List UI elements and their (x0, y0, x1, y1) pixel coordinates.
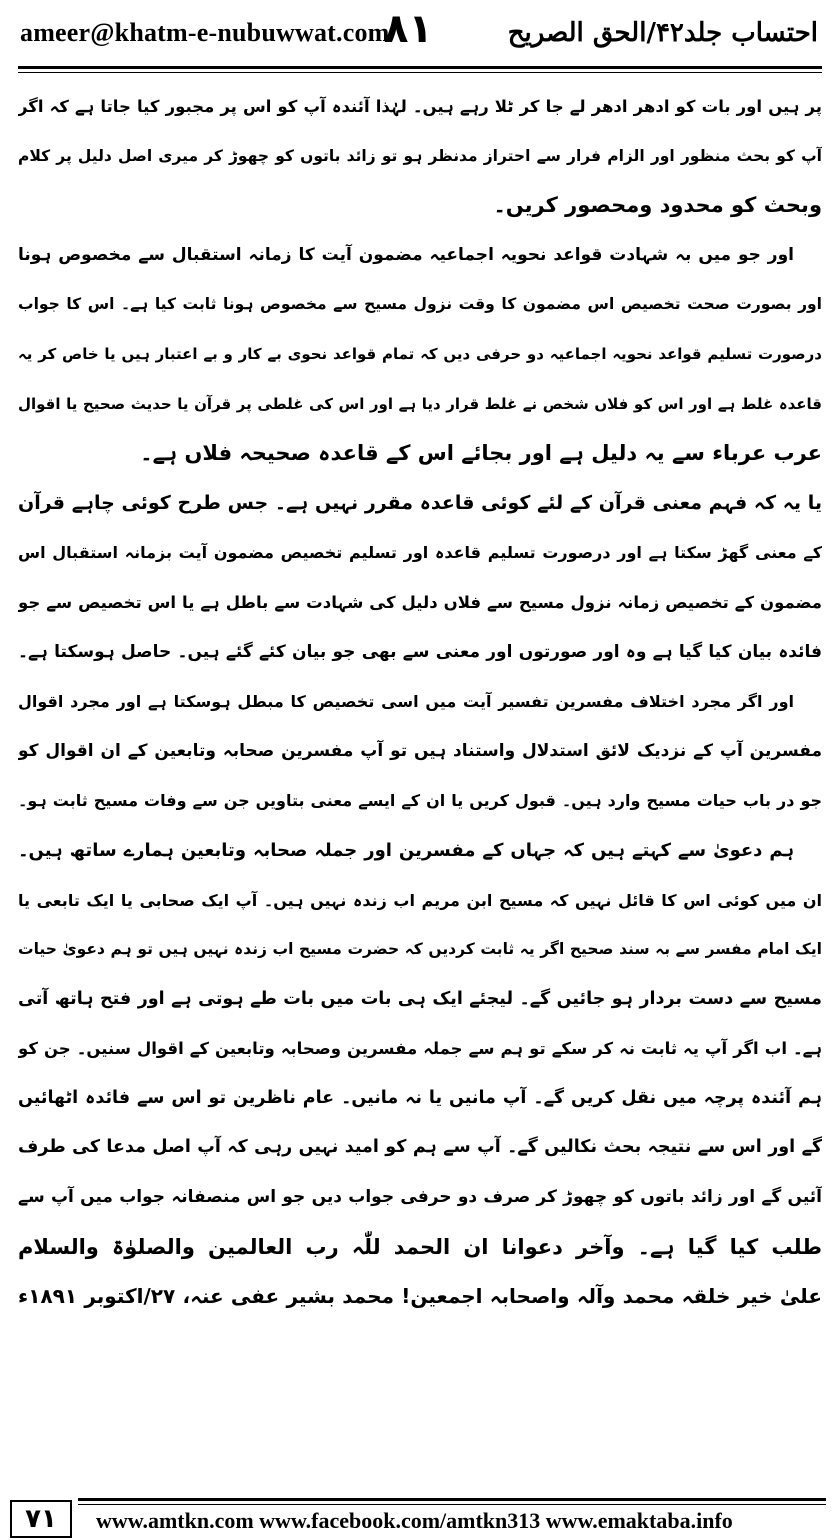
text-line: گے اور اس سے نتیجہ بحث نکالیں گے۔ آپ سے ہم کو امید نہیں رہی کہ آپ اصل مدعا کی طرف (18, 1137, 822, 1158)
page-header (0, 0, 840, 72)
text-line: آپ کو بحث منظور اور الزام فرار سے احتراز مدنظر ہو تو زائد باتوں کو چھوڑ کر میری اصل دلیل پر کلام (18, 146, 822, 165)
text-line: ہم آئندہ پرچہ میں نقل کریں گے۔ آپ مانیں یا نہ مانیں۔ عام ناظرین تو اس سے فائدہ اٹھائیں (18, 1087, 822, 1108)
text-line: اور اگر مجرد اختلاف مفسرین تفسیر آیت میں اسی تخصیص کا مبطل ہوسکتا ہے اور مجرد اقوال (18, 692, 794, 712)
text-line: یا یہ کہ فہم معنی قرآن کے لئے کوئی قاعدہ مقرر نہیں ہے۔ جس طرح کوئی چاہے قرآن (18, 491, 822, 514)
text-line: کے معنی گھڑ سکتا ہے اور درصورت تسلیم قاعدہ اور تسلیم تخصیص مضمون آیت بزمانہ استقبال اس (18, 543, 822, 563)
footer-rule-thin (78, 1504, 826, 1505)
text-line: وبحث کو محدود ومحصور کریں۔ (493, 193, 822, 218)
text-line: جو در باب حیات مسیح وارد ہیں۔ قبول کریں یا ان کے ایسے معنی بتاویں جن سے وفات مسیح ثابت ہو۔ (18, 791, 822, 811)
text-line: فائدہ بیان کیا گیا ہے وہ اور صورتوں اور معنی سے بھی جو بیان کئے گئے ہیں۔ حاصل ہوسکتا ہے۔ (18, 641, 822, 662)
text-line: آئیں گے اور زائد باتوں کو چھوڑ کر صرف دو حرفی جواب دیں جو اس منصفانہ جواب میں آپ سے (18, 1187, 822, 1208)
text-line: مضمون کے تخصیص زمانہ نزول مسیح سے فلاں دلیل کی شہادت سے باطل ہے یا اس تخصیص سے جو (18, 592, 822, 612)
text-line: ان میں کوئی اس کا قائل نہیں کہ مسیح ابن مریم اب زندہ نہیں ہیں۔ آپ ایک صحابی یا ایک تابعی یا (18, 890, 822, 910)
text-line: اور بصورت صحت تخصیص اس مضمون کا وقت نزول مسیح سے مخصوص ہونا ثابت کیا ہے۔ اس کا جواب (18, 295, 822, 314)
footer-page-marker: ۷۱ (10, 1500, 72, 1538)
header-page-number: ۸۱ (384, 6, 433, 52)
text-line: ہم دعویٰ سے کہتے ہیں کہ جہاں کے مفسرین اور جملہ صحابہ وتابعین ہمارے ساتھ ہیں۔ (18, 839, 795, 861)
footer-links[interactable]: www.amtkn.com www.facebook.com/amtkn313 www.emaktaba.info (96, 1508, 733, 1533)
page-footer (0, 1494, 840, 1540)
text-line: ایک امام مفسر سے بہ سند صحیح اگر یہ ثابت کردیں کہ حضرت مسیح اب زندہ نہیں ہیں تو ہم دعویٰ حیات (18, 940, 822, 959)
text-line: اور جو میں بہ شہادت قواعد نحویہ اجماعیہ مضمون آیت کا زمانہ استقبال سے مخصوص ہونا (18, 244, 794, 265)
text-line: مفسرین آپ کے نزدیک لائق استدلال واستناد ہیں تو آپ مفسرین صحابہ وتابعین کے ان اقوال کو (18, 740, 822, 761)
header-rule-thin (18, 72, 822, 73)
header-book-title: احتساب جلد۴۲/الحق الصریح (507, 18, 818, 48)
text-line: ہے۔ اب اگر آپ یہ ثابت نہ کر سکے تو ہم سے جملہ مفسرین وصحابہ وتابعین کے اقوال سنیں۔ جن کو (18, 1039, 822, 1059)
text-line: علیٰ خیر خلقہ محمد وآلہ واصحابہ اجمعین! محمد بشیر عفی عنہ، ۲۷/اکتوبر ۱۸۹۱ء (18, 1284, 822, 1309)
page-body (18, 82, 822, 1322)
text-line: قاعدہ غلط ہے اور اس کو فلاں شخص نے غلط قرار دیا ہے اور اس کی غلطی پر قرآن یا حدیث صحیح یا اقوال (18, 394, 822, 413)
text-line: مسیح سے دست بردار ہو جائیں گے۔ لیجئے ایک ہی بات میں بات طے ہوتی ہے اور فتح ہاتھ آتی (18, 988, 822, 1009)
text-line: عرب عرباء سے یہ دلیل ہے اور بجائے اس کے قاعدہ صحیحہ فلاں ہے۔ (140, 441, 822, 466)
text-line: طلب کیا گیا ہے۔ وآخر دعوانا ان الحمد للّٰہ رب العالمین والصلوٰۃ والسلام (18, 1234, 822, 1259)
header-email[interactable]: ameer@khatm-e-nubuwwat.com (20, 18, 390, 47)
text-line: پر ہیں اور بات کو ادھر ادھر لے جا کر ٹلا رہے ہیں۔ لہٰذا آئندہ آپ کو اس پر مجبور کیا جاتا ہے کہ اگر (18, 97, 822, 116)
text-line: درصورت تسلیم قواعد نحویہ اجماعیہ دو حرفی دیں کہ تمام قواعد نحوی بے کار و بے اعتبار ہیں یا خاص کر یہ (18, 344, 822, 363)
header-rule (18, 66, 822, 69)
footer-rule (78, 1498, 826, 1501)
